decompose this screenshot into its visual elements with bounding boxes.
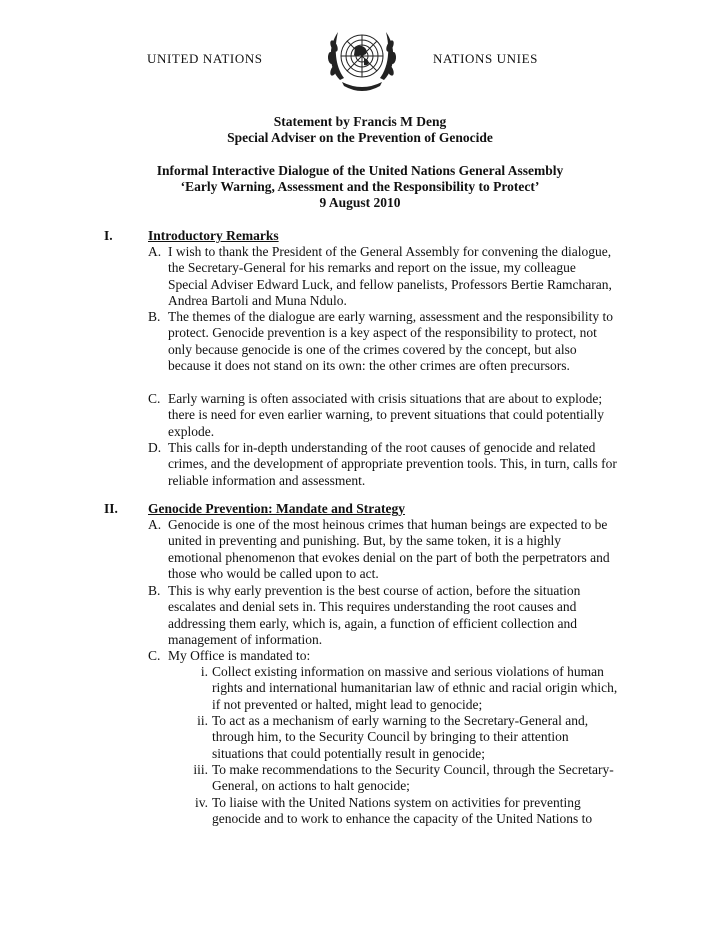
list-item-label: C. <box>148 391 161 406</box>
list-item <box>148 391 618 440</box>
list-item-label: A. <box>148 517 162 532</box>
sub-list-item-text: To liaise with the United Nations system on activities for preventing genocide and to work to enhance the capacity of the United Nations to <box>212 795 593 827</box>
list-item <box>148 440 618 489</box>
statement-subtitle: Special Adviser on the Prevention of Genocide <box>227 130 493 145</box>
event-theme: ‘Early Warning, Assessment and the Responsibility to Protect’ <box>180 179 540 194</box>
list-item-label: B. <box>148 583 161 598</box>
section-title: Genocide Prevention: Mandate and Strategy <box>148 501 405 516</box>
sub-list-item-text: To act as a mechanism of early warning to the Secretary-General and, through him, to the Security Council by bringing to their attention situations that could potentially result in genocide; <box>212 713 589 761</box>
list-item-text: This is why early prevention is the best course of action, before the situation escalates and denial sets in. This requires understanding the root causes and addressing them early, which is, again, a function of efficient collection and management of information. <box>168 583 581 648</box>
sub-list-item-text: To make recommendations to the Security Council, through the Secretary-General, on actions to halt genocide; <box>212 762 614 794</box>
sub-list-item <box>180 795 618 828</box>
sub-list-item <box>180 664 618 713</box>
list-item-label: B. <box>148 309 161 324</box>
list-item-text: I wish to thank the President of the General Assembly for convening the dialogue, the Secretary-General for his remarks and report on the issue, my colleague Special Adviser Edward Luck, and fellow panelists, Professors Bertie Ramcharan, Andrea Bartoli and Muna Ndulo. <box>168 244 612 309</box>
header-left: UNITED NATIONS <box>147 51 263 66</box>
header-right: NATIONS UNIES <box>433 51 538 66</box>
sub-list-item <box>180 762 618 795</box>
sub-list-item-label: i. <box>200 664 208 679</box>
list-item <box>148 517 618 583</box>
list-item <box>148 648 618 664</box>
list-item-label: C. <box>148 648 161 663</box>
section-title: Introductory Remarks <box>148 228 279 243</box>
sub-list-item-label: iv. <box>195 795 208 810</box>
list-item-text: The themes of the dialogue are early warning, assessment and the responsibility to protect. Genocide prevention is a key aspect of the responsibility to protect, not only because genocide is one of the crimes covered by the concept, but also because it does not stand on its own: the other crimes are often precursors. <box>168 309 613 374</box>
section-number: I. <box>104 228 113 243</box>
sub-list-item-label: iii. <box>193 762 208 777</box>
list-item <box>148 583 618 649</box>
list-item-text: Early warning is often associated with crisis situations that are about to explode; there is need for even earlier warning, to prevent situations that could potentially explode. <box>168 391 604 439</box>
list-item-text: Genocide is one of the most heinous crimes that human beings are expected to be united in preventing and punishing. But, by the same token, it is a highly emotional phenomenon that evokes denial on the part of both the perpetrators and those who would be called upon to act. <box>168 517 610 582</box>
un-emblem-icon <box>322 20 402 96</box>
event-title: Informal Interactive Dialogue of the United Nations General Assembly <box>156 163 564 178</box>
event-date: 9 August 2010 <box>319 195 401 210</box>
list-item-label: A. <box>148 244 162 259</box>
section-number: II. <box>104 501 118 516</box>
list-item-label: D. <box>148 440 162 455</box>
list-item <box>148 244 618 310</box>
list-item-text: My Office is mandated to: <box>168 648 311 663</box>
list-item-text: This calls for in-depth understanding of the root causes of genocide and related crimes, and the development of appropriate prevention tools. This, in turn, calls for reliable information and assessment. <box>168 440 617 488</box>
sub-list-item <box>180 713 618 762</box>
list-item <box>148 309 618 375</box>
statement-title: Statement by Francis M Deng <box>273 114 447 129</box>
sub-list-item-text: Collect existing information on massive and serious violations of human rights and international humanitarian law of ethnic and racial origin which, if not prevented or halted, might lead to genocide; <box>212 664 618 712</box>
sub-list-item-label: ii. <box>197 713 208 728</box>
